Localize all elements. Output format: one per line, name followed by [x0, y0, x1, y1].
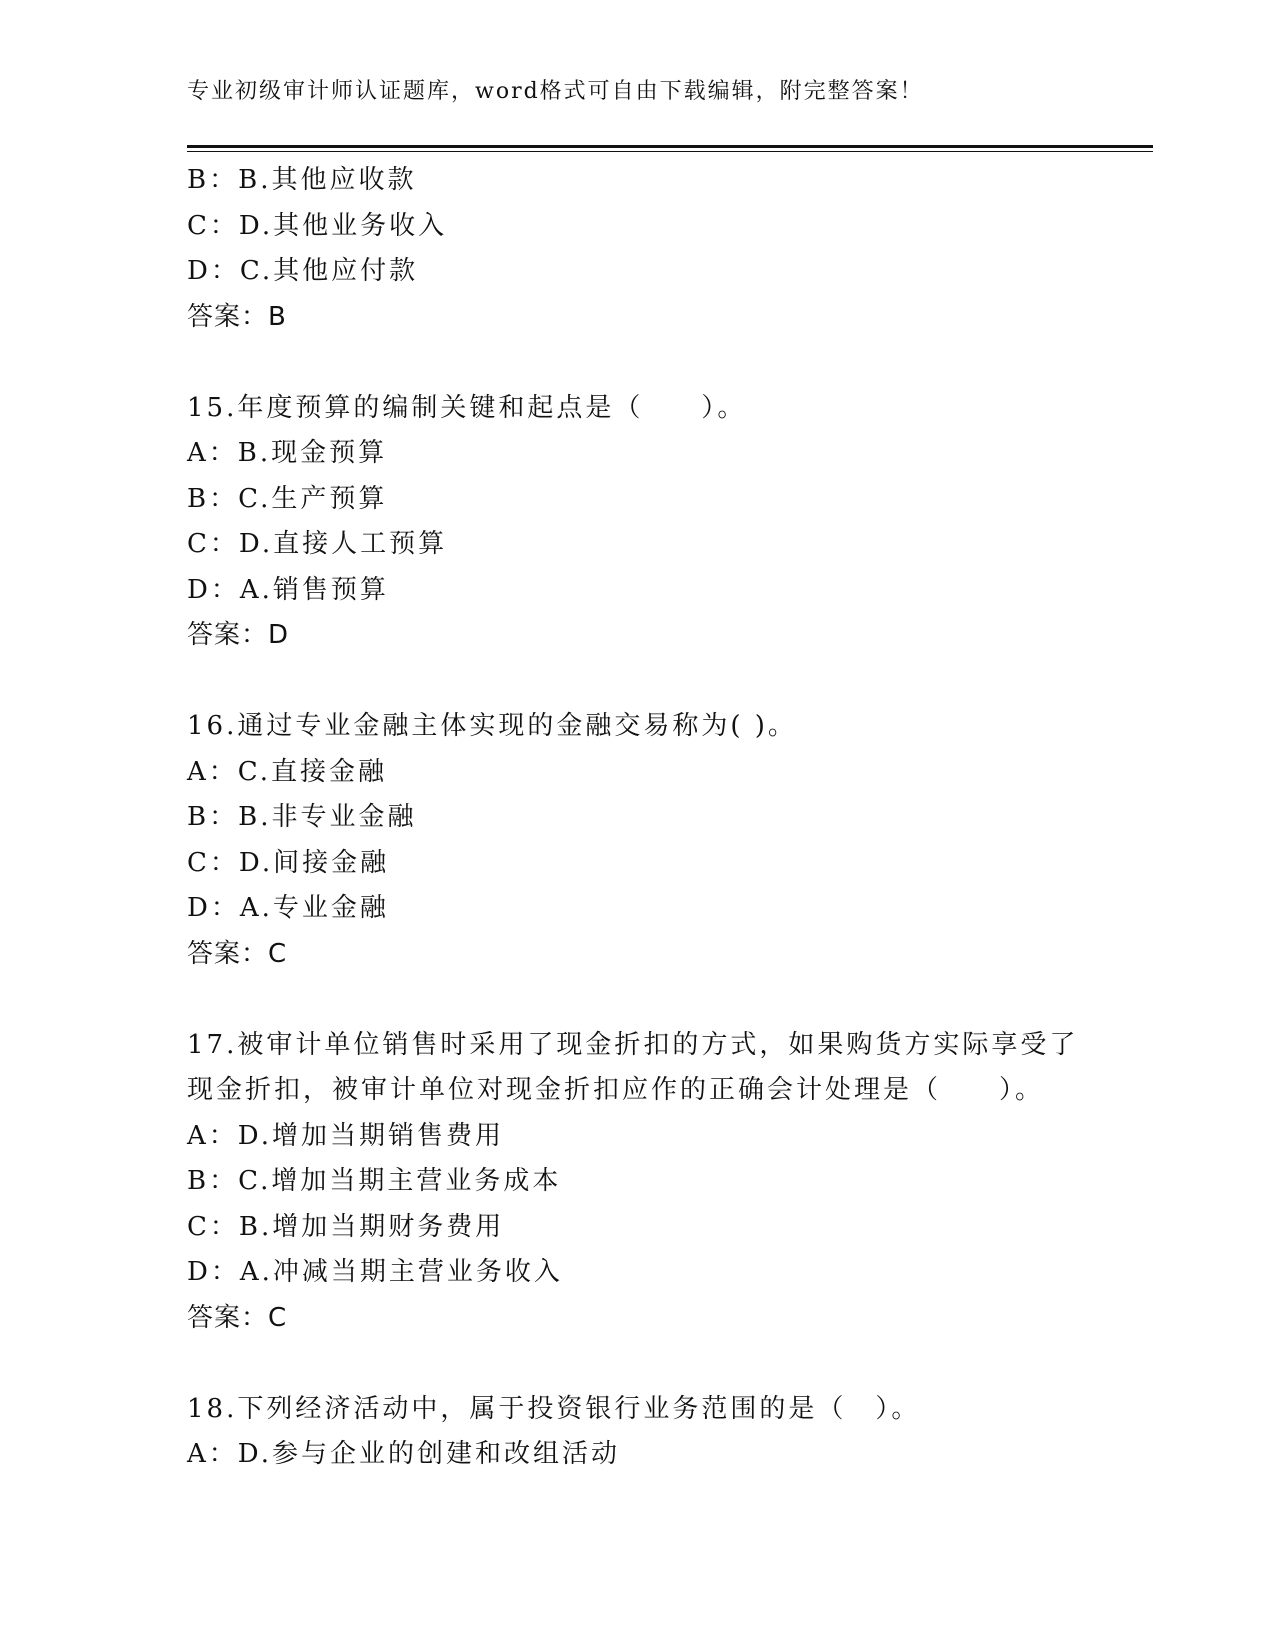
option-a: A：C.直接金融 — [187, 756, 388, 787]
answer: 答案：D — [187, 620, 290, 650]
question-stem: 16.通过专业金融主体实现的金融交易称为( )。 — [187, 711, 797, 741]
option-c: C：D.其他业务收入 — [187, 210, 448, 241]
option-c: C：D.间接金融 — [187, 847, 390, 878]
option-a: A：D.增加当期销售费用 — [187, 1120, 504, 1151]
option-c: C：B.增加当期财务费用 — [187, 1211, 505, 1242]
option-d: D：C.其他应付款 — [187, 256, 419, 286]
question-list — [187, 158, 1087, 1478]
header-rule-thin — [187, 151, 1153, 152]
question-stem: 15.年度预算的编制关键和起点是（ ）。 — [187, 392, 747, 423]
option-c: C：D.直接人工预算 — [187, 529, 448, 559]
answer: 答案：C — [187, 1302, 288, 1333]
spacer — [187, 659, 1087, 705]
option-a: A：D.参与企业的创建和改组活动 — [187, 1439, 620, 1469]
page-header: 专业初级审计师认证题库，word格式可自由下载编辑，附完整答案！ — [187, 79, 924, 104]
option-b: B：C.增加当期主营业务成本 — [187, 1166, 562, 1196]
question-stem: 18.下列经济活动中，属于投资银行业务范围的是（ ）。 — [187, 1393, 921, 1424]
spacer — [187, 1341, 1087, 1387]
option-b: B：B.其他应收款 — [187, 165, 417, 195]
option-d: D：A.冲减当期主营业务收入 — [187, 1257, 563, 1287]
spacer — [187, 977, 1087, 1023]
option-a: A：B.现金预算 — [187, 438, 388, 468]
option-b: B：B.非专业金融 — [187, 802, 417, 832]
question-stem-line-2: 现金折扣，被审计单位对现金折扣应作的正确会计处理是（ ）。 — [187, 1075, 1045, 1105]
question-stem-line-1: 17.被审计单位销售时采用了现金折扣的方式，如果购货方实际享受了 — [187, 1029, 1079, 1060]
answer: 答案：B — [187, 301, 287, 332]
spacer — [187, 340, 1087, 386]
option-d: D：A.销售预算 — [187, 574, 389, 605]
option-b: B：C.生产预算 — [187, 483, 388, 514]
option-d: D：A.专业金融 — [187, 893, 389, 923]
header-rule-thick — [187, 145, 1153, 148]
answer: 答案：C — [187, 938, 288, 969]
